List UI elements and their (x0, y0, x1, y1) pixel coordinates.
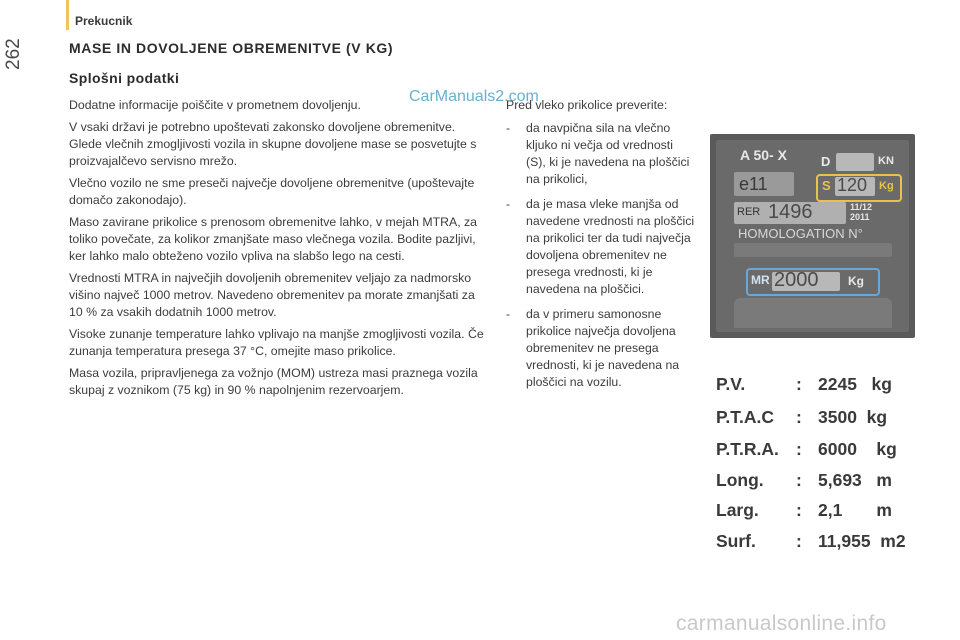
spec-separator: : (796, 500, 802, 520)
plate-homologation-label: HOMOLOGATION N° (738, 226, 863, 241)
spec-separator: : (796, 407, 802, 427)
section-label: Prekucnik (75, 14, 133, 28)
checklist-intro: Pred vleko prikolice preverite: (506, 98, 668, 112)
spec-key: P.T.R.A. (716, 439, 779, 459)
list-item (506, 196, 696, 298)
checklist-column (506, 97, 696, 399)
spec-value: 2245 kg (818, 374, 892, 394)
watermark-link-top[interactable]: CarManuals2.com (409, 88, 539, 105)
plate-rer-label: RER (737, 206, 761, 218)
spec-value: 3500 kg (818, 407, 888, 427)
paragraph: Maso zavirane prikolice s prenosom obremenitve lahko, v mejah MTRA, za toliko povečate, za kolikor zmanjšate maso vlečnega vozila. Bodite pazljivi, ker lahko malo obteženo vozilo vpliva na slabšo lego na cesti. (69, 215, 478, 263)
page-number: 262 (3, 38, 24, 70)
spec-value: 5,693 m (818, 470, 892, 490)
spec-value: 6000 kg (818, 439, 897, 459)
plate-s-value: 120 (837, 175, 868, 195)
paragraph: V vsaki državi je potrebno upoštevati zakonsko dovoljene obremenitve. Glede vlečnih zmogljivosti vozila in skupne dovoljene mase se posvetujte s proizvajalčevo servisno mrežo. (69, 120, 477, 168)
plate-d-label: D (821, 154, 831, 169)
towbar-plate-photo (710, 134, 915, 338)
dash-bullet: - (506, 307, 511, 321)
list-item-text: da je masa vleke manjša od navedene vrednosti na ploščici na prikolici ter da tudi največja dovoljena obremenitev ne presega vrednosti, ki je navedena na ploščici. (526, 197, 695, 296)
plate-class-label: A 50- X (740, 147, 787, 163)
plate-homologation-box (734, 243, 892, 257)
spec-key: Long. (716, 470, 764, 490)
plate-kn-label: KN (878, 155, 894, 167)
watermark-link-bottom[interactable]: carmanualsonline.info (676, 612, 887, 635)
plate-s-label: S (822, 178, 831, 193)
plate-s-unit: Kg (879, 180, 894, 192)
plate-mr-label: MR (751, 273, 770, 287)
paragraph: Vlečno vozilo ne sme preseči največje dovoljene obremenitve (upoštevajte domačo zakonodajo). (69, 176, 475, 207)
spec-separator: : (796, 439, 802, 459)
plate-date-bottom: 2011 (850, 212, 870, 222)
spec-key: P.V. (716, 374, 746, 394)
plate-bottom-field (734, 298, 892, 328)
spec-key: Surf. (716, 531, 756, 551)
dash-bullet: - (506, 121, 511, 135)
paragraph: Masa vozila, pripravljenega za vožnjo (MOM) ustreza masi praznega vozila skupaj z voznikom (75 kg) in 90 % napolnjenim rezervoarjem. (69, 366, 478, 397)
paragraph: Visoke zunanje temperature lahko vplivajo na manjše zmogljivosti vozila. Če zunanja temperatura presega 37 °C, omejite maso prikolice. (69, 327, 484, 358)
plate-e-label: e11 (739, 174, 768, 194)
spec-separator: : (796, 374, 802, 394)
plate-date-top: 11/12 (850, 202, 873, 212)
list-item (506, 120, 696, 188)
section-accent-bar (66, 0, 69, 30)
body-text-column (69, 97, 484, 404)
list-item-text: da navpična sila na vlečno kljuko ni večja od vrednosti (S), ki je navedena na ploščici na prikolici, (526, 121, 690, 186)
plate-d-value-box (836, 153, 874, 171)
spec-value: 11,955 m2 (818, 531, 906, 551)
paragraph: Dodatne informacije poiščite v prometnem dovoljenju. (69, 98, 361, 112)
paragraph: Vrednosti MTRA in največjih dovoljenih obremenitev veljajo za nadmorsko višino največ 1000 metrov. Navedeno obremenitev pa morate zmanjšati za 10 % za vsakih dodatnih 1000 metrov. (69, 271, 475, 319)
list-item (506, 306, 696, 391)
plate-mr-value: 2000 (774, 269, 819, 291)
main-title: MASE IN DOVOLJENE OBREMENITVE (V KG) (69, 40, 394, 56)
dash-bullet: - (506, 197, 511, 211)
spec-separator: : (796, 470, 802, 490)
list-item-text: da v primeru samonosne prikolice največja dovoljena obremenitev ne presega vrednosti, ki je navedena na ploščici na vozilu. (526, 307, 680, 389)
sub-title: Splošni podatki (69, 70, 180, 86)
checklist (506, 120, 696, 391)
spec-value: 2,1 m (818, 500, 892, 520)
spec-key: P.T.A.C (716, 407, 775, 427)
plate-mr-unit: Kg (848, 274, 864, 288)
spec-key: Larg. (716, 500, 759, 520)
spec-separator: : (796, 531, 802, 551)
plate-rer-value: 1496 (768, 201, 813, 223)
